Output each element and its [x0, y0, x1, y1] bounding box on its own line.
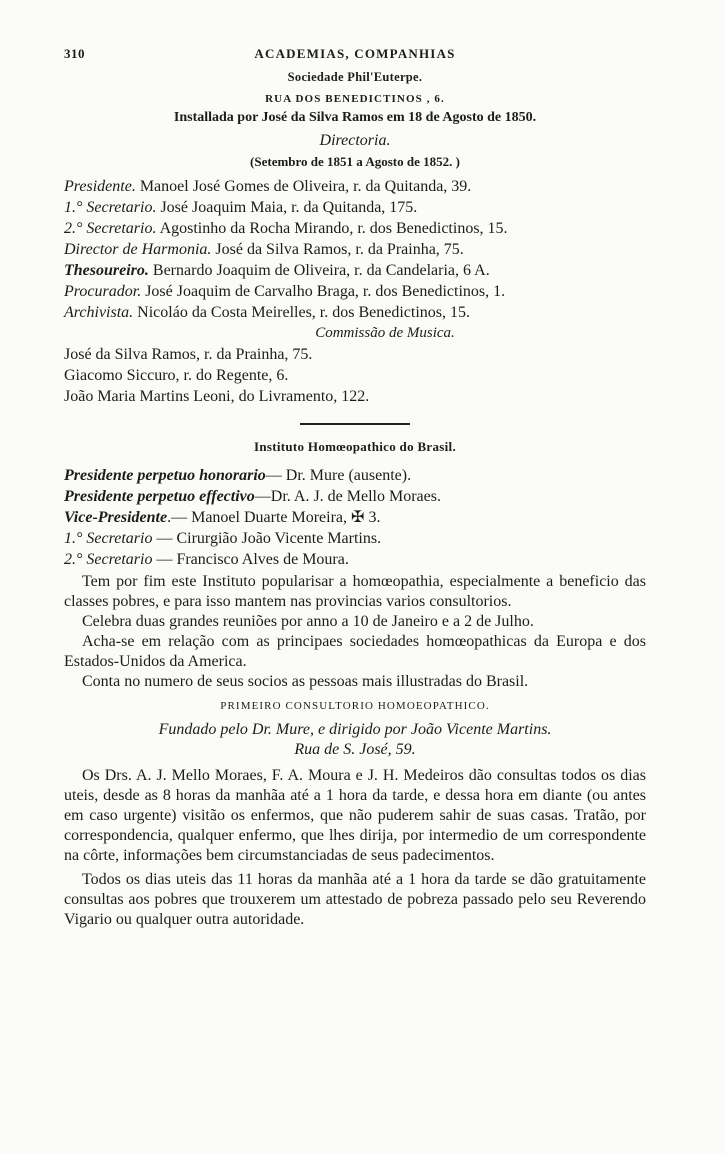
- officer-role: 2.° Secretario.: [64, 220, 157, 237]
- institute-officer-text: — Francisco Alves de Moura.: [156, 551, 349, 568]
- directory-heading: Directoria.: [319, 132, 391, 149]
- institute-officer-text: —Dr. A. J. de Mello Moraes.: [254, 488, 441, 505]
- paragraph: Celebra duas grandes reuniões por anno a 10 de Janeiro e a 2 de Julho.: [82, 613, 534, 630]
- institute-officer-row: [64, 528, 646, 549]
- institute-officer-row: [64, 549, 646, 570]
- installation-note: Installada por José da Silva Ramos em 18 de Agosto de 1850.: [173, 110, 537, 125]
- officer-role: Procurador.: [64, 283, 142, 300]
- institute-officer-text: — Cirurgião João Vicente Martins.: [156, 530, 382, 547]
- officer-row: [64, 281, 646, 302]
- commission-list: [64, 344, 646, 407]
- section-divider: [300, 423, 410, 425]
- paragraph: Os Drs. A. J. Mello Moraes, F. A. Moura e J. H. Medeiros dão consultas todos os dias uteis, desde as 8 horas da manhãa até a 1 hora da tarde, e dessa hora em diante (ou antes em caso urgente) visitão os enfermos, que não puderem sahir de suas casas. Tratão, por correspondencia, qualquer enfermo, que lhes dirija, por intermedio de um correspondente na côrte, informações bem circumstanciadas de seus padecimentos.: [64, 767, 646, 864]
- officer-text: Manoel José Gomes de Oliveira, r. da Quitanda, 39.: [139, 178, 472, 195]
- commission-heading: Commissão de Musica.: [315, 325, 455, 341]
- consultorio-description: [64, 766, 646, 930]
- institute-officer-row: [64, 486, 646, 507]
- page-header: [64, 36, 646, 64]
- paragraph: Todos os dias uteis das 11 horas da manhãa até a 1 hora da tarde se dão gratuitamente consultas aos pobres que trouxerem um attestado de pobreza passado pelo seu Reverendo Vigario ou qualquer outra autoridade.: [64, 871, 646, 928]
- society-address: RUA DOS BENEDICTINOS , 6.: [265, 93, 445, 105]
- institute-description: [64, 572, 646, 692]
- commission-member: João Maria Martins Leoni, do Livramento, 122.: [64, 388, 370, 405]
- institute-officer-row: [64, 465, 646, 486]
- officer-text: Bernardo Joaquim de Oliveira, r. da Candelaria, 6 A.: [152, 262, 490, 279]
- institute-officer-role: 1.° Secretario: [64, 530, 153, 547]
- officer-row: [64, 176, 646, 197]
- officer-role: Archivista.: [64, 304, 134, 321]
- officer-role: Presidente.: [64, 178, 136, 195]
- commission-member: Giacomo Siccuro, r. do Regente, 6.: [64, 367, 289, 384]
- page: [64, 36, 646, 930]
- paragraph: Acha-se em relação com as principaes sociedades homœopathicas da Europa e dos Estados-Unidos da America.: [64, 633, 646, 670]
- institute-officers: [64, 465, 646, 570]
- institute-officer-text: — Dr. Mure (ausente).: [265, 467, 412, 484]
- institute-officer-text: .— Manoel Duarte Moreira, ✠ 3.: [167, 509, 381, 526]
- directory-term: (Setembro de 1851 a Agosto de 1852. ): [250, 154, 460, 169]
- officer-text: José Joaquim de Carvalho Braga, r. dos Benedictinos, 1.: [145, 283, 506, 300]
- commission-member: José da Silva Ramos, r. da Prainha, 75.: [64, 346, 313, 363]
- page-number: 310: [64, 46, 85, 61]
- consultorio-heading: PRIMEIRO CONSULTORIO HOMOEOPATHICO.: [220, 700, 490, 712]
- society-name: Sociedade Phil'Euterpe.: [287, 70, 423, 84]
- consultorio-address: Rua de S. José, 59.: [294, 741, 416, 758]
- institute-officer-role: Vice-Presidente: [64, 509, 168, 526]
- institute-officer-role: Presidente perpetuo effectivo: [64, 488, 255, 505]
- running-title: ACADEMIAS, COMPANHIAS: [254, 46, 456, 61]
- officer-text: José Joaquim Maia, r. da Quitanda, 175.: [160, 199, 418, 216]
- institute-officer-role: 2.° Secretario: [64, 551, 153, 568]
- officer-row: [64, 239, 646, 260]
- officer-role: 1.° Secretario.: [64, 199, 157, 216]
- officer-role: Director de Harmonia.: [64, 241, 212, 258]
- officer-role: Thesoureiro.: [64, 262, 149, 279]
- officer-row: [64, 302, 646, 323]
- institute-officer-row: [64, 507, 646, 528]
- institute-officer-role: Presidente perpetuo honorario: [64, 467, 266, 484]
- officer-row: [64, 260, 646, 281]
- officers-list: [64, 176, 646, 323]
- institute-name: Instituto Homœopathico do Brasil.: [253, 439, 457, 454]
- officer-text: Nicoláo da Costa Meirelles, r. dos Benedictinos, 15.: [137, 304, 470, 321]
- officer-text: Agostinho da Rocha Mirando, r. dos Benedictinos, 15.: [159, 220, 508, 237]
- paragraph: Conta no numero de seus socios as pessoas mais illustradas do Brasil.: [82, 673, 529, 690]
- consultorio-founded: Fundado pelo Dr. Mure, e dirigido por João Vicente Martins.: [158, 721, 552, 738]
- officer-row: [64, 197, 646, 218]
- officer-row: [64, 218, 646, 239]
- paragraph: Tem por fim este Instituto popularisar a homœopathia, especialmente a beneficio das classes pobres, e para isso mantem nas provincias varios consultorios.: [64, 573, 646, 610]
- officer-text: José da Silva Ramos, r. da Prainha, 75.: [215, 241, 464, 258]
